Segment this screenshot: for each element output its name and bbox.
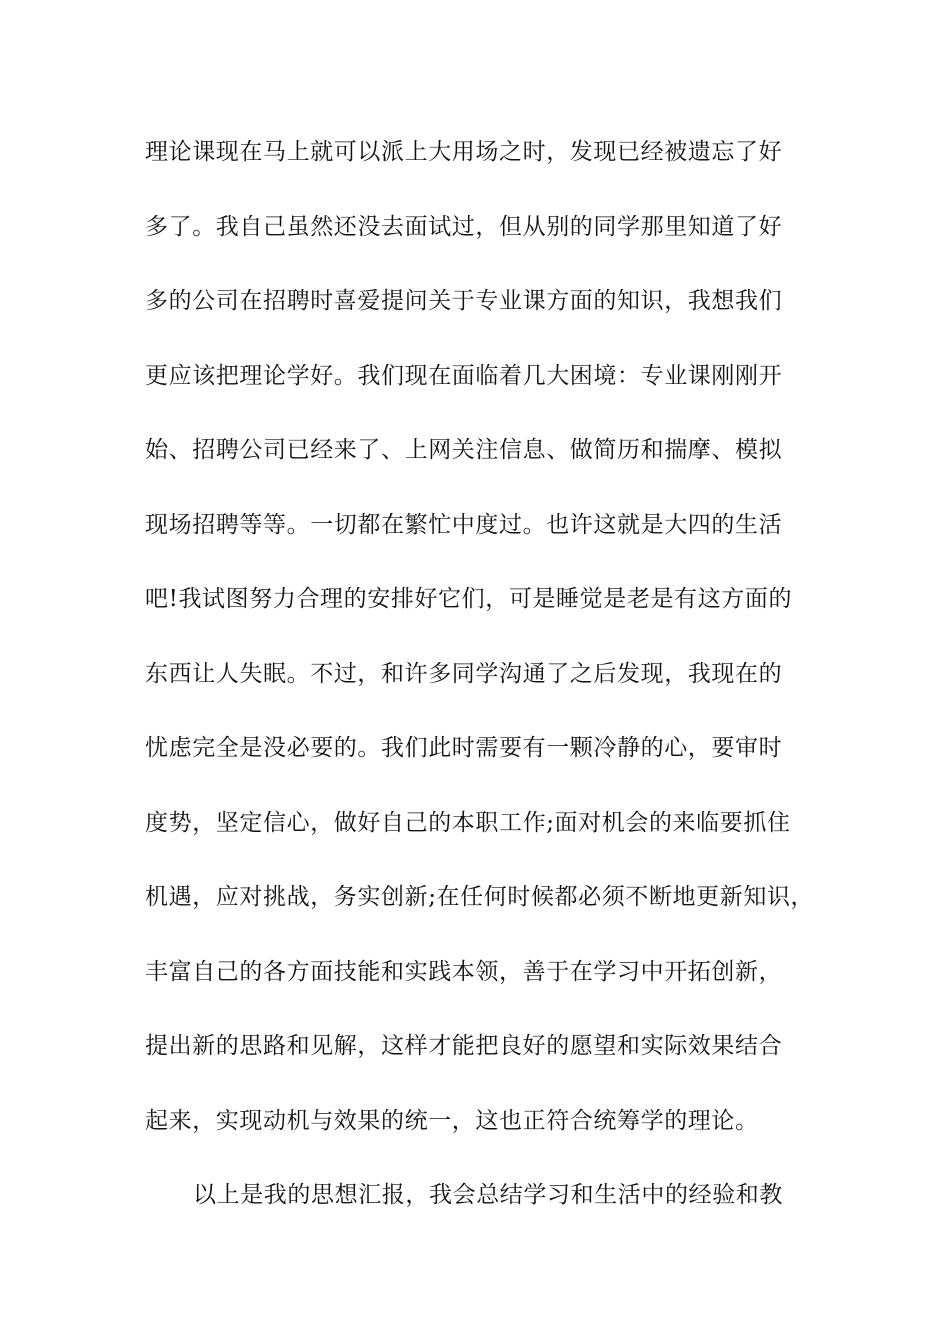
text-line: 丰富自己的各方面技能和实践本领，善于在学习中开拓创新， [145,958,783,985]
text-line: 起来，实现动机与效果的统一，这也正符合统筹学的理论。 [145,1107,759,1134]
text-line: 忧虑完全是没必要的。我们此时需要有一颗冷静的心，要审时 [145,735,783,761]
text-line: 理论课现在马上就可以派上大用场之时，发现已经被遗忘了好 [145,139,783,165]
text-line: 机遇，应对挑战，务实创新;在任何时候都必须不断地更新知识， [145,884,815,910]
text-line: 更应该把理论学好。我们现在面临着几大困境：专业课刚刚开 [145,362,783,389]
text-line: 吧!我试图努力合理的安排好它们，可是睡觉是老是有这方面的 [145,586,793,612]
text-line: 多的公司在招聘时喜爱提问关于专业课方面的知识，我想我们 [145,288,783,314]
paragraph-start-line: 以上是我的思想汇报，我会总结学习和生活中的经验和教 [193,1182,783,1208]
document-body [145,129,825,1247]
text-line: 多了。我自己虽然还没去面试过，但从别的同学那里知道了好 [145,213,783,240]
text-line: 现场招聘等等。一切都在繁忙中度过。也许这就是大四的生活 [145,511,783,538]
text-line: 度势，坚定信心，做好自己的本职工作;面对机会的来临要抓住 [145,809,791,836]
text-line: 始、招聘公司已经来了、上网关注信息、做简历和揣摩、模拟 [145,437,783,463]
text-line: 提出新的思路和见解，这样才能把良好的愿望和实际效果结合 [145,1033,783,1059]
text-line: 东西让人失眠。不过，和许多同学沟通了之后发现，我现在的 [145,660,783,687]
